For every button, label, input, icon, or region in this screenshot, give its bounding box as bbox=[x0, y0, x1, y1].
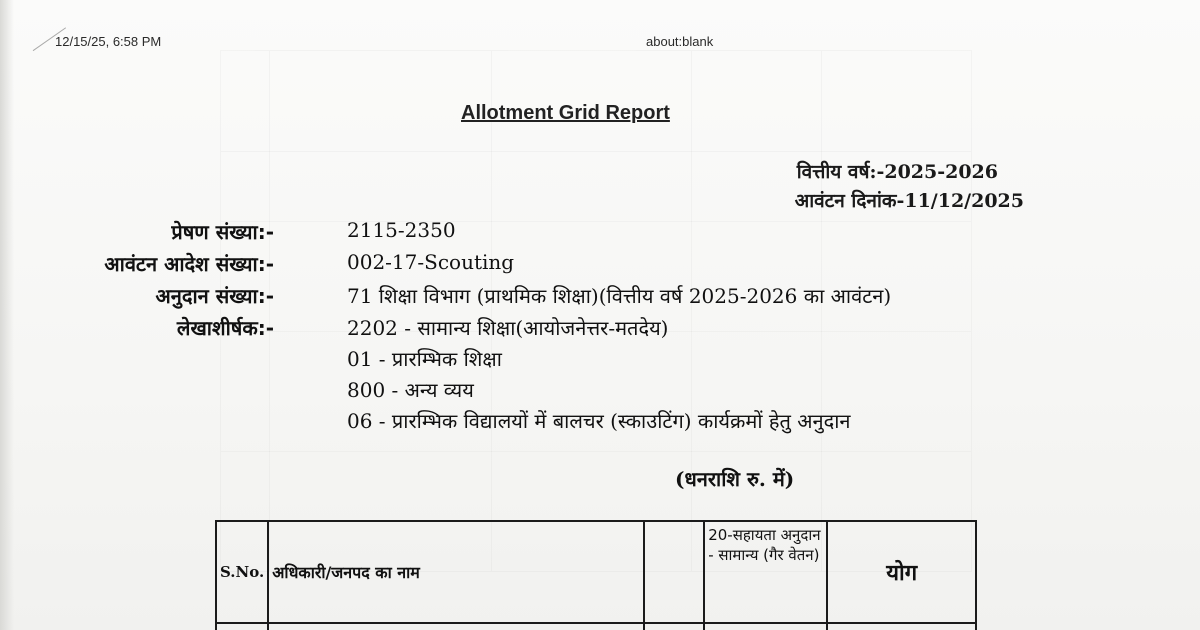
allotment-order-label: आवंटन आदेश संख्या:- bbox=[104, 252, 274, 276]
report-title: Allotment Grid Report bbox=[461, 102, 670, 124]
table-row bbox=[216, 623, 976, 630]
allotment-grid-table bbox=[215, 520, 977, 630]
grant-no-value: 71 शिक्षा विभाग (प्राथमिक शिक्षा)(वित्तीय वर्ष 2025-2026 का आवंटन) bbox=[347, 284, 892, 308]
account-head-line: 800 - अन्य व्यय bbox=[347, 378, 474, 402]
bleed-through-grid bbox=[220, 50, 972, 572]
account-head-label: लेखाशीर्षक:- bbox=[176, 316, 274, 340]
grant-no-label: अनुदान संख्या:- bbox=[155, 284, 274, 308]
account-head-line: 01 - प्रारम्भिक शिक्षा bbox=[347, 347, 502, 371]
amount-unit-note: (धनराशि रु. में) bbox=[675, 467, 795, 491]
header-officer-name: अधिकारी/जनपद का नाम bbox=[268, 521, 644, 623]
header-grant-head: 20-सहायता अनुदान - सामान्य (गैर वेतन) bbox=[704, 521, 827, 623]
page-edge-shadow bbox=[0, 0, 14, 630]
dispatch-no-value: 2115-2350 bbox=[347, 218, 456, 242]
print-datetime: 12/15/25, 6:58 PM bbox=[55, 34, 162, 49]
table-cell bbox=[644, 623, 704, 630]
account-head-line: 2202 - सामान्य शिक्षा(आयोजनेत्तर-मतदेय) bbox=[347, 316, 669, 340]
header-sno: S.No. bbox=[216, 521, 268, 623]
table-cell bbox=[827, 623, 976, 630]
table-header-row bbox=[216, 521, 976, 623]
dispatch-no-label: प्रेषण संख्या:- bbox=[171, 220, 274, 244]
table-cell bbox=[704, 623, 827, 630]
financial-year: वित्तीय वर्ष:-2025-2026 bbox=[796, 161, 998, 183]
allotment-date: आवंटन दिनांक-11/12/2025 bbox=[794, 190, 1024, 212]
table-cell bbox=[216, 623, 268, 630]
header-blank bbox=[644, 521, 704, 623]
table-cell bbox=[268, 623, 644, 630]
print-url: about:blank bbox=[646, 34, 714, 49]
header-total: योग bbox=[827, 521, 976, 623]
allotment-order-value: 002-17-Scouting bbox=[347, 250, 515, 274]
account-head-line: 06 - प्रारम्भिक विद्यालयों में बालचर (स्काउटिंग) कार्यक्रमों हेतु अनुदान bbox=[347, 409, 851, 433]
